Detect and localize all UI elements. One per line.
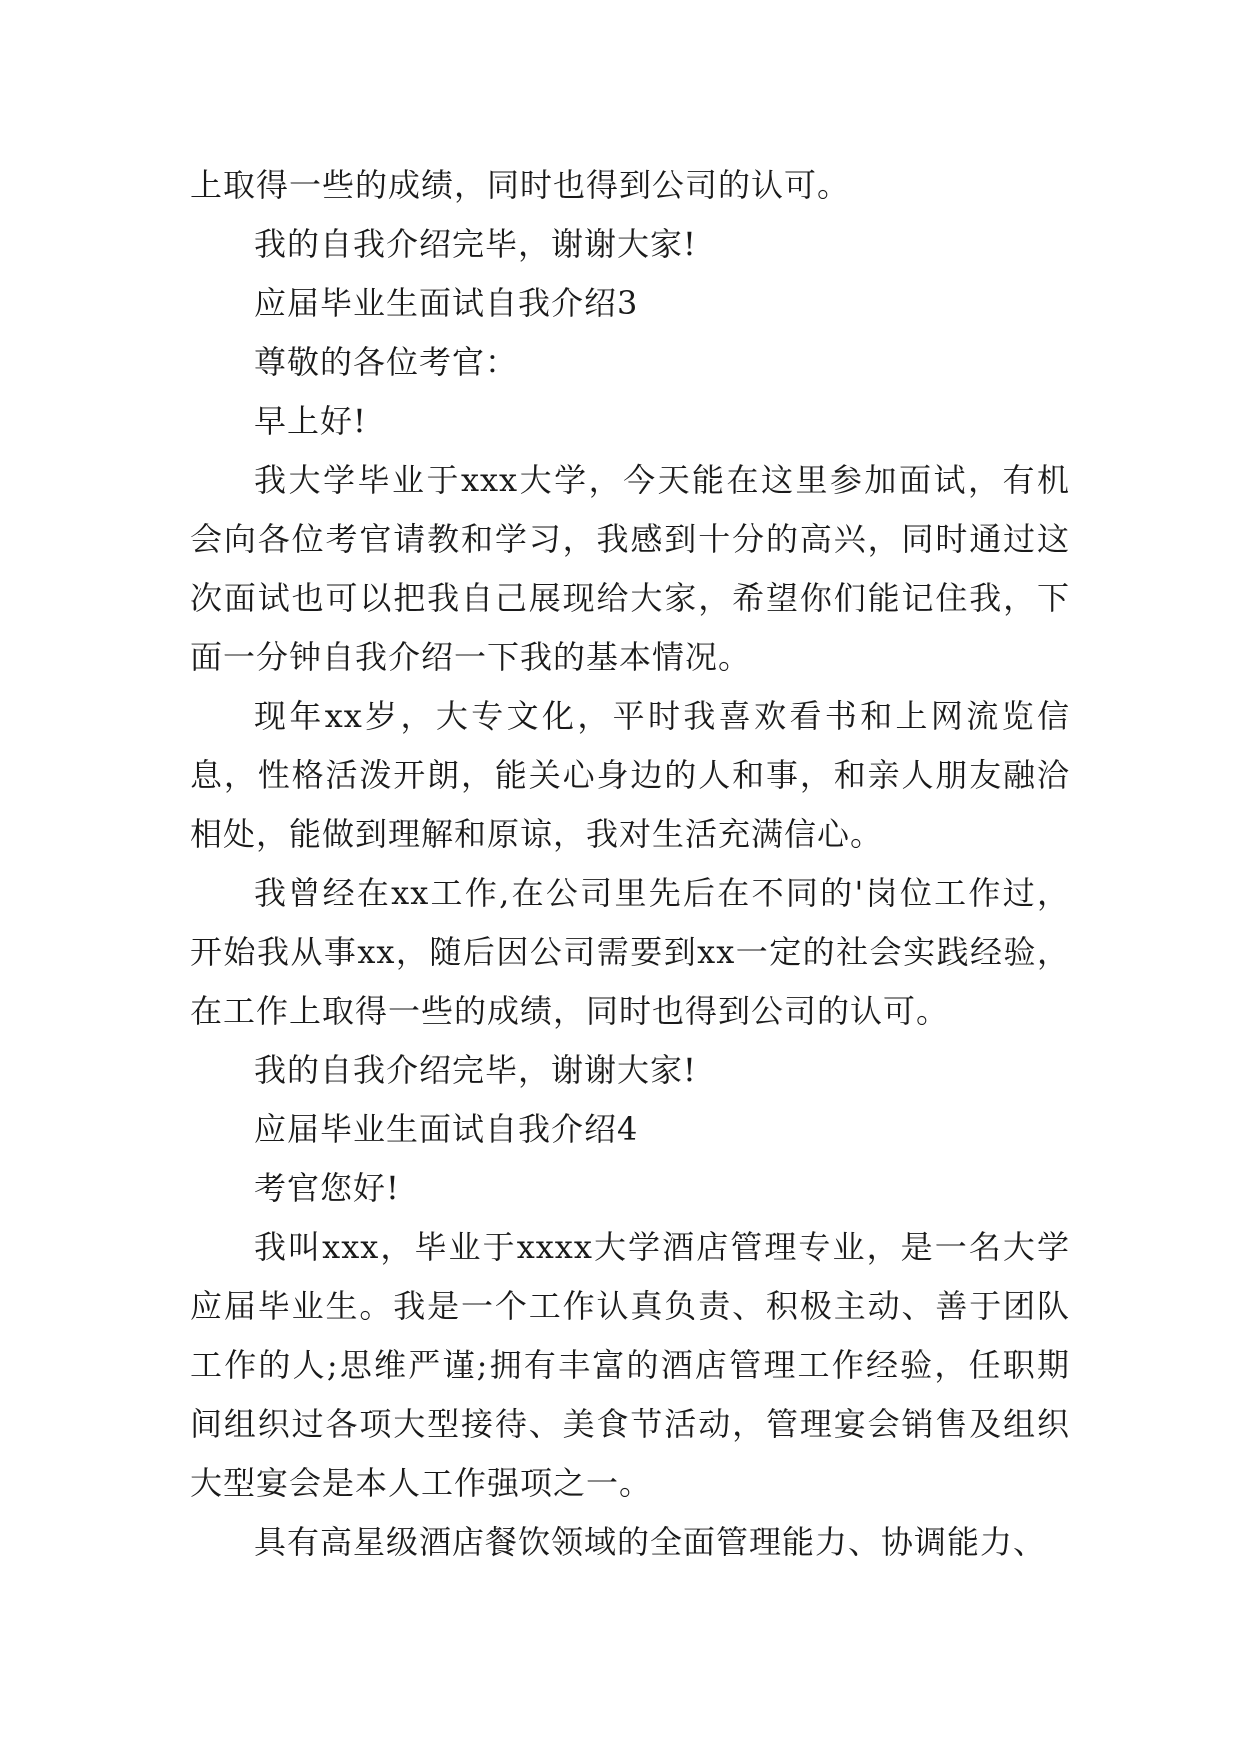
section-heading: 应届毕业生面试自我介绍3 [254, 284, 639, 322]
paragraph-continuation: 上取得一些的成绩，同时也得到公司的认可。 [190, 166, 851, 204]
paragraph-body: 我叫xxx，毕业于xxxx大学酒店管理专业，是一名大学应届毕业生。我是一个工作认真负责、积极主动、善于团队工作的人;思维严谨;拥有丰富的酒店管理工作经验，任职期间组织过各项大型接待、美食节活动，管理宴会销售及组织大型宴会是本人工作强项之一。 [190, 1228, 1070, 1502]
paragraph-body: 我曾经在xx工作,在公司里先后在不同的'岗位工作过，开始我从事xx，随后因公司需要到xx一定的社会实践经验，在工作上取得一些的成绩，同时也得到公司的认可。 [190, 874, 1070, 1030]
paragraph-greeting: 考官您好! [254, 1169, 400, 1207]
paragraph-greeting: 早上好! [254, 402, 367, 440]
paragraph-closing: 我的自我介绍完毕，谢谢大家! [254, 1051, 697, 1089]
paragraph-body: 我大学毕业于xxx大学，今天能在这里参加面试，有机会向各位考官请教和学习，我感到十分的高兴，同时通过这次面试也可以把我自己展现给大家，希望你们能记住我，下面一分钟自我介绍一下我的基本情况。 [190, 461, 1070, 676]
paragraph-body: 具有高星级酒店餐饮领域的全面管理能力、协调能力、 [254, 1523, 1047, 1561]
document-body [190, 156, 1070, 1572]
section-heading: 应届毕业生面试自我介绍4 [254, 1110, 639, 1148]
paragraph-body: 现年xx岁，大专文化，平时我喜欢看书和上网流览信息，性格活泼开朗，能关心身边的人和事，和亲人朋友融洽相处，能做到理解和原谅，我对生活充满信心。 [190, 697, 1070, 853]
paragraph-closing: 我的自我介绍完毕，谢谢大家! [254, 225, 697, 263]
paragraph-salutation: 尊敬的各位考官： [254, 343, 519, 381]
